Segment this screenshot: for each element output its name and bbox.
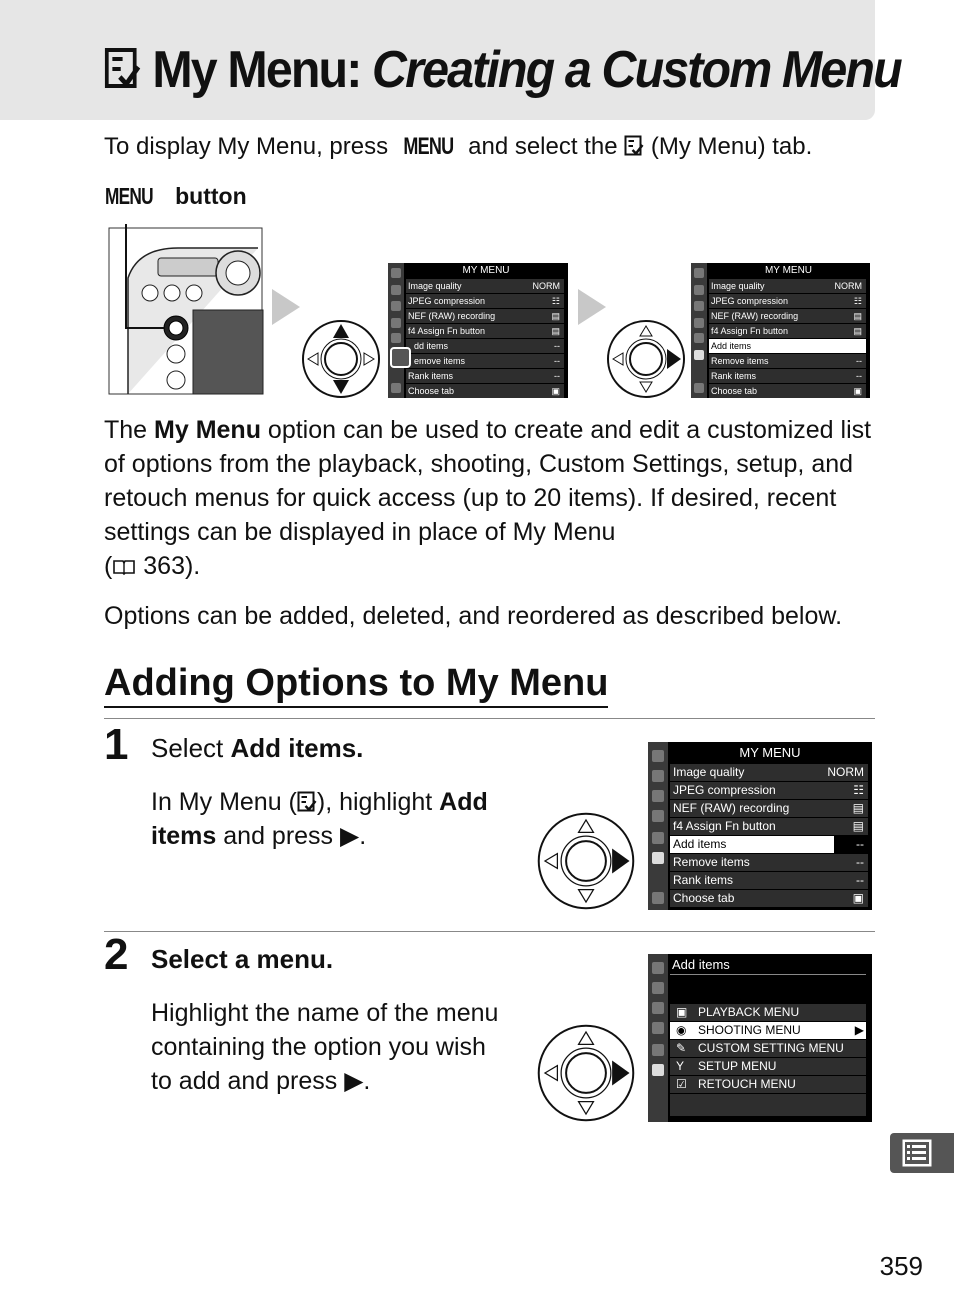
- lcd-item: JPEG compression: [711, 296, 789, 306]
- lcd-value: ▤: [852, 819, 864, 833]
- lcd-item: Image quality: [408, 281, 462, 291]
- lcd-tab-strip: [388, 263, 404, 398]
- lcd-screen-my-menu-1: [388, 263, 568, 398]
- book-icon: [112, 558, 136, 576]
- divider: [104, 931, 875, 932]
- description-paragraph: [104, 413, 884, 583]
- lcd-item: Remove items: [673, 855, 750, 869]
- wrench-icon: Y: [676, 1059, 685, 1073]
- step-text: and press ▶.: [216, 822, 367, 850]
- lcd-item: f4 Assign Fn button: [711, 326, 789, 336]
- menu-list-icon: [902, 1139, 932, 1167]
- lcd-item: RETOUCH MENU: [698, 1077, 796, 1091]
- menu-key: MENU: [403, 133, 454, 160]
- my-menu-icon: [297, 791, 317, 813]
- step-number: 1: [104, 720, 129, 769]
- step-text: In My Menu (: [151, 788, 297, 816]
- lcd-item: Choose tab: [711, 386, 758, 396]
- lcd-item-highlighted: SHOOTING MENU: [698, 1023, 801, 1037]
- lcd-item: PLAYBACK MENU: [698, 1005, 800, 1019]
- lcd-item: CUSTOM SETTING MENU: [698, 1041, 844, 1055]
- intro-before: To display My Menu, press: [104, 133, 395, 160]
- lcd-item: f4 Assign Fn button: [408, 326, 486, 336]
- multi-selector-icon: [605, 318, 687, 400]
- lcd-value: --: [856, 356, 862, 366]
- lcd-tab-strip: [648, 954, 668, 1122]
- lcd-value: ☷: [551, 296, 560, 306]
- title-bold: My Menu:: [152, 41, 361, 99]
- lcd-value: --: [856, 855, 864, 869]
- step-title-text: Select: [151, 733, 231, 763]
- page-title: [104, 40, 901, 100]
- lcd-value: ☷: [853, 783, 864, 797]
- step-body: [151, 785, 521, 853]
- para-text: option can be used to create and edit a customized list of options from the playback, shooting, Custom Settings, setup, and retouch menus for quick access (up to 20 items). If desired, recent settings can be displayed in place of My Menu: [104, 416, 872, 546]
- retouch-icon: ☑: [676, 1077, 687, 1091]
- lcd-value: ▣: [551, 386, 560, 396]
- lcd-item: Rank items: [408, 371, 454, 381]
- lcd-item: Rank items: [673, 873, 734, 887]
- arrow-right-icon: [576, 287, 608, 327]
- title-italic: Creating a Custom Menu: [372, 41, 901, 99]
- arrow-right-icon: [270, 287, 302, 327]
- lcd-value: --: [554, 341, 560, 351]
- divider: [104, 718, 875, 719]
- lcd-tab-strip: [648, 742, 668, 910]
- my-menu-icon: [104, 47, 141, 91]
- lcd-screen-step1: [648, 742, 872, 910]
- lcd-item: NEF (RAW) recording: [673, 801, 790, 815]
- lcd-value: --: [856, 371, 862, 381]
- my-menu-tab-highlight: [390, 347, 411, 368]
- lcd-item: NEF (RAW) recording: [711, 311, 799, 321]
- lcd-item: f4 Assign Fn button: [673, 819, 776, 833]
- multi-selector-icon: [300, 318, 382, 400]
- lcd-item-highlighted: Add items: [711, 341, 752, 351]
- lcd-value: ▣: [853, 386, 862, 396]
- playback-icon: ▣: [676, 1005, 688, 1019]
- lcd-item: JPEG compression: [408, 296, 486, 306]
- lcd-item: NEF (RAW) recording: [408, 311, 496, 321]
- step-text: ), highlight: [316, 788, 440, 816]
- lcd-value: --: [856, 837, 864, 851]
- lcd-item: Rank items: [711, 371, 757, 381]
- page-ref: 363).: [136, 552, 201, 580]
- lcd-title: MY MENU: [764, 265, 813, 276]
- lcd-value: --: [554, 356, 560, 366]
- camera-icon: ◉: [676, 1023, 687, 1037]
- multi-selector-icon: [535, 1022, 637, 1124]
- step-text-bold: Add items: [151, 788, 488, 850]
- lcd-value: NORM: [834, 281, 862, 291]
- lcd-value: ☷: [853, 296, 862, 306]
- intro-text: [104, 133, 812, 161]
- page-number: 359: [879, 1251, 923, 1281]
- lcd-item: emove items: [414, 356, 466, 366]
- step-number: 2: [104, 930, 129, 979]
- lcd-title: MY MENU: [739, 745, 801, 760]
- lcd-value: NORM: [532, 281, 560, 291]
- intro-after: (My Menu) tab.: [644, 133, 813, 160]
- camera-back-illustration: [108, 218, 264, 396]
- section-thumb-tab: [890, 1133, 954, 1173]
- lcd-value: ▤: [853, 311, 862, 321]
- lcd-item: JPEG compression: [673, 783, 776, 797]
- lcd-screen-step2: Add items ▣ PLAYBACK MENU ◉ SHOOTING MENU ▶ ✎ CUSTOM SETTING MENU Y SETUP MENU ☑ RETOUCH MENU: [648, 954, 872, 1122]
- lcd-value: ▣: [852, 891, 864, 905]
- section-heading: Adding Options to My Menu: [104, 660, 608, 708]
- step-body: Highlight the name of the menu containing the option you wish to add and press ▶.: [151, 999, 499, 1095]
- lcd-item: Image quality: [711, 281, 765, 291]
- pencil-icon: ✎: [676, 1041, 687, 1055]
- lcd-value: NORM: [827, 765, 864, 779]
- menu-button-caption: [105, 183, 247, 210]
- lcd-title: Add items: [672, 957, 730, 972]
- menu-button-label: button: [168, 183, 247, 209]
- lcd-item: Choose tab: [408, 386, 455, 396]
- lcd-value: ▤: [852, 801, 864, 815]
- lcd-value: ▤: [853, 326, 862, 336]
- instructions-paragraph: Options can be added, deleted, and reordered as described below.: [104, 602, 843, 630]
- lcd-title: MY MENU: [462, 265, 510, 276]
- para-text: The: [104, 416, 155, 444]
- lcd-item: Image quality: [673, 765, 745, 779]
- multi-selector-icon: [535, 810, 637, 912]
- lcd-value: ▤: [551, 326, 560, 336]
- step-title: Select a menu.: [151, 944, 334, 974]
- lcd-tab-strip: [691, 263, 707, 398]
- lcd-item: Choose tab: [673, 891, 735, 905]
- lcd-value: ▤: [551, 311, 560, 321]
- lcd-value: --: [554, 371, 560, 381]
- para-bold: My Menu: [154, 416, 261, 444]
- intro-middle: and select the: [461, 133, 625, 160]
- step-title-bold: Add items.: [230, 733, 364, 763]
- my-menu-icon: [624, 135, 644, 157]
- lcd-screen-my-menu-2: [691, 263, 870, 398]
- para-text: (: [104, 552, 113, 580]
- lcd-item: SETUP MENU: [698, 1059, 777, 1073]
- lcd-value: --: [856, 873, 864, 887]
- lcd-item: Remove items: [711, 356, 769, 366]
- lcd-item: dd items: [414, 341, 449, 351]
- lcd-item-highlighted: Add items: [673, 837, 727, 851]
- step-title: [151, 733, 363, 764]
- menu-key: MENU: [105, 183, 153, 209]
